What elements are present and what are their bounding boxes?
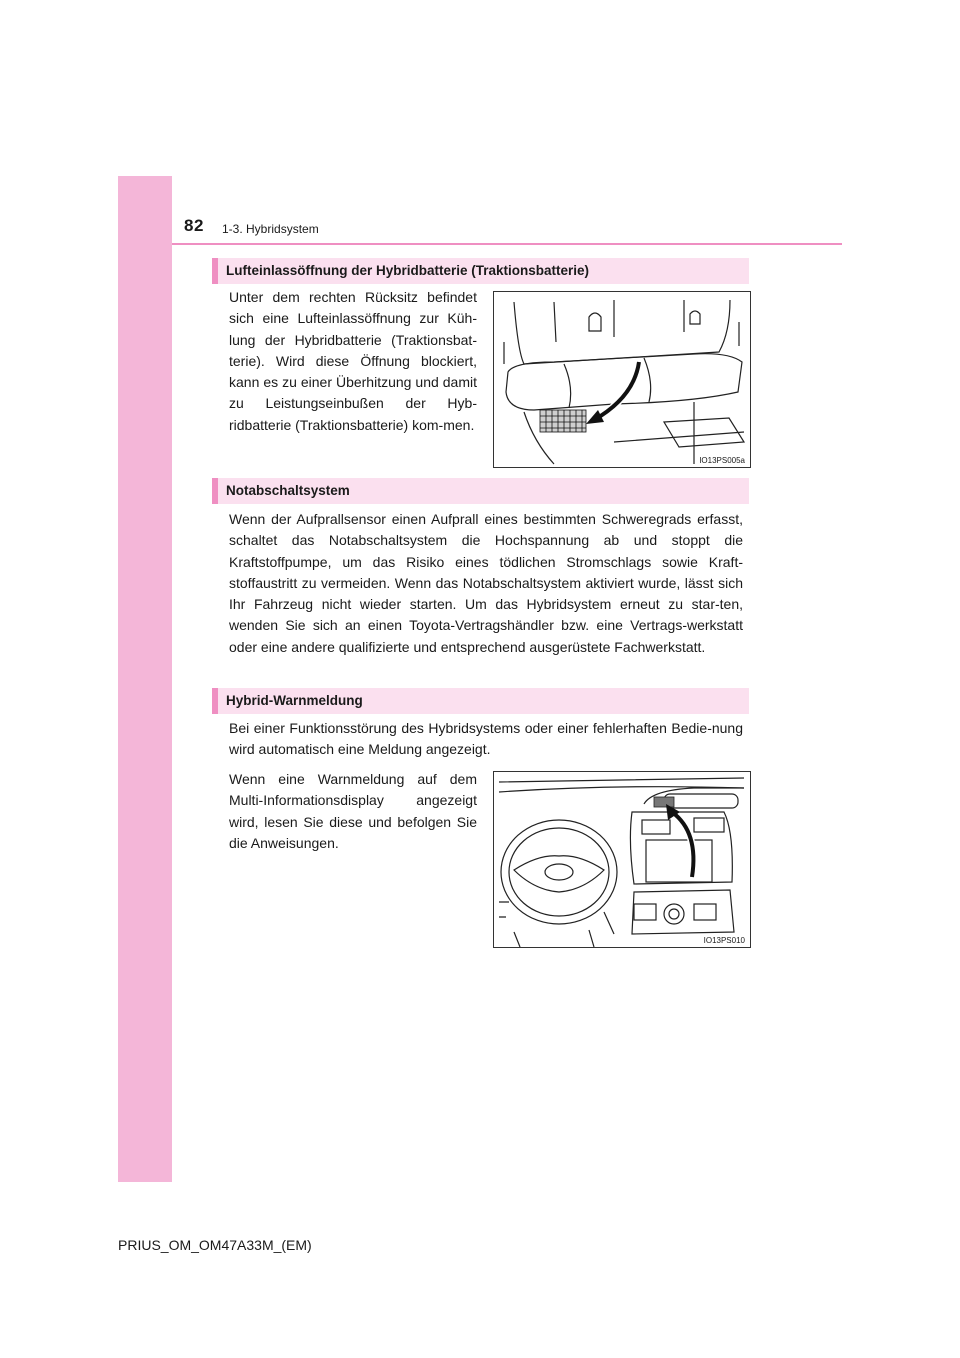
section-heading-hybrid-warning: Hybrid-Warnmeldung bbox=[212, 688, 749, 714]
section-heading-emergency-shutoff: Notabschaltsystem bbox=[212, 478, 749, 504]
multi-information-display-figure bbox=[493, 771, 751, 948]
rear-seat-air-intake-figure bbox=[493, 291, 751, 468]
section-heading-battery-air-intake: Lufteinlassöffnung der Hybridbatterie (Traktionsbatterie) bbox=[212, 258, 749, 284]
document-id: PRIUS_OM_OM47A33M_(EM) bbox=[118, 1237, 312, 1253]
page-number: 82 bbox=[184, 216, 204, 235]
section-text-warning-instructions: Wenn eine Warnmeldung auf dem Multi-Informationsdisplay angezeigt wird, lesen Sie diese und befolgen Sie die Anweisungen. bbox=[229, 771, 477, 851]
figure-code: IO13PS010 bbox=[703, 936, 745, 945]
section-text-battery-air-intake: Unter dem rechten Rücksitz befindet sich eine Lufteinlassöffnung zur Küh-lung der Hybridbatterie (Traktionsbat-terie). Wird diese Öffnung blockiert, kann es zu einer Überhitzung und damit zu Leistungseinbußen der Hyb-ridbatterie (Traktionsbatterie) kom-men. bbox=[229, 289, 477, 433]
chapter-title: 1-3. Hybridsystem bbox=[222, 222, 319, 236]
chapter-side-tab bbox=[118, 176, 172, 1182]
header-rule bbox=[172, 243, 842, 245]
section-text-hybrid-warning: Bei einer Funktionsstörung des Hybridsystems oder einer fehlerhaften Bedie-nung wird automatisch eine Meldung angezeigt. bbox=[229, 720, 743, 758]
figure-code: IO13PS005a bbox=[699, 456, 745, 465]
section-text-emergency-shutoff: Wenn der Aufprallsensor einen Aufprall eines bestimmten Schweregrads erfasst, schaltet das Notabschaltsystem die Hochspannung ab und stoppt die Kraftstoffpumpe, um das Risiko eines tödlichen Stromschlags sowie Kraft-stoffaustritt zu vermeiden. Wenn das Notabschaltsystem aktiviert wurde, lässt sich Ihr Fahrzeug nicht wieder starten. Um das Hybridsystem erneut zu star-ten, wenden Sie sich an einen Toyota-Vertragshändler bzw. eine Vertrags-werkstatt oder eine andere qualifizierte und entsprechend ausgerüstete Fachwerkstatt. bbox=[229, 511, 743, 655]
